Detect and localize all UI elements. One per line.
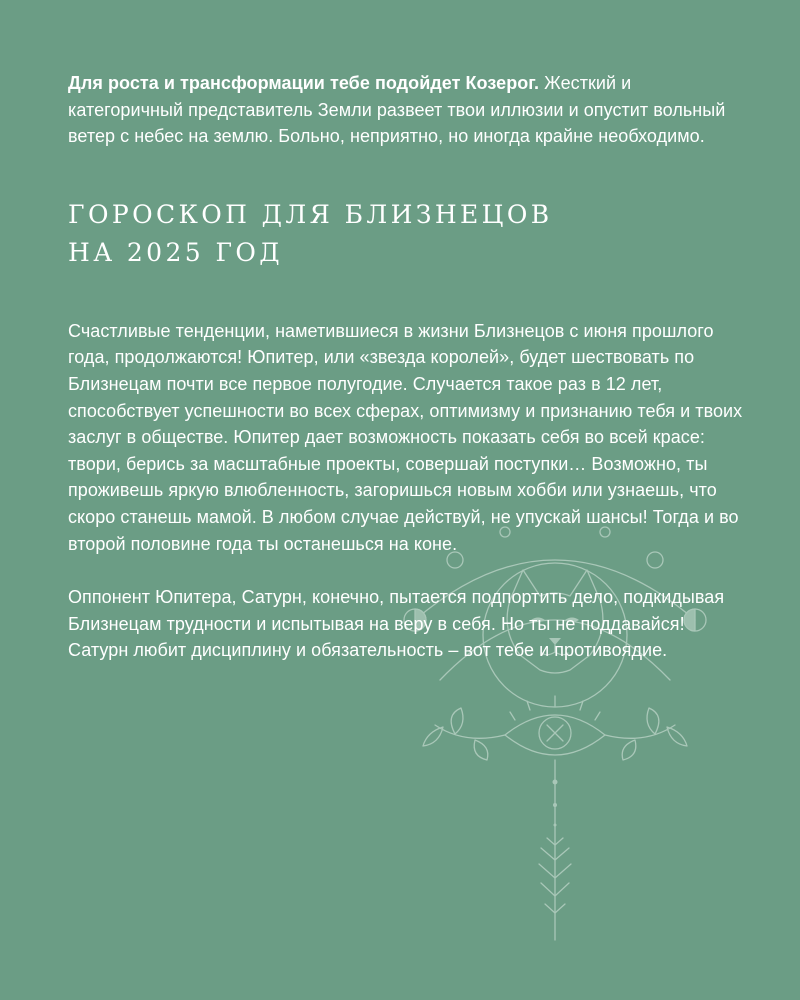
leaf-right-3-icon xyxy=(667,727,687,746)
leaf-left-1-icon xyxy=(451,708,463,734)
branch-left-icon xyxy=(435,725,505,738)
leaf-left-2-icon xyxy=(474,740,488,760)
stem-dot-2-icon xyxy=(553,803,557,807)
intro-paragraph xyxy=(68,70,748,150)
heading-line-1: ГОРОСКОП ДЛЯ БЛИЗНЕЦОВ xyxy=(68,199,553,229)
stem-dot-1-icon xyxy=(553,780,558,785)
intro-text: Жесткий и категоричный представитель Земли развеет твои иллюзии и опустит вольный ветер с небес на землю. Больно, неприятно, но иногда крайне необходимо. xyxy=(68,73,726,147)
leaf-right-2-icon xyxy=(622,740,636,760)
body-paragraph-2: Оппонент Юпитера, Сатурн, конечно, пытается подпортить дело, подкидывая Близнецам трудности и испытывая на веру в себя. Но ты не поддавайся! Сатурн любит дисциплину и обязательность – вот тебе и противоядие. xyxy=(68,587,725,661)
leaf-left-3-icon xyxy=(423,727,443,746)
intro-lead: Для роста и трансформации тебе подойдет Козерог. xyxy=(68,73,540,93)
leaf-right-1-icon xyxy=(647,708,659,734)
branch-right-icon xyxy=(605,725,675,738)
stem-dot-3-icon xyxy=(554,824,557,827)
eye-pattern-icon xyxy=(547,725,563,741)
body-paragraph-1: Счастливые тенденции, наметившиеся в жизни Близнецов с июня прошлого года, продолжаются! Юпитер, или «звезда королей», будет шествовать по Близнецам почти все первое полугодие. Случается такое раз в 12 лет, способствует успешности во всех сферах, оптимизму и признанию тебя и твоих заслуг в обществе. Юпитер дает возможность показать себя во всей красе: твори, берись за масштабные проекты, совершай поступки… Возможно, ты проживешь яркую влюбленность, загоришься новым хобби или узнаешь, что скоро станешь мамой. В любом случае действуй, не упускай шансы! Тогда и во второй половине года ты останешься на коне. xyxy=(68,320,743,554)
page-content xyxy=(68,70,748,664)
section-heading xyxy=(68,196,748,272)
heading-line-2: НА 2025 ГОД xyxy=(68,237,284,267)
